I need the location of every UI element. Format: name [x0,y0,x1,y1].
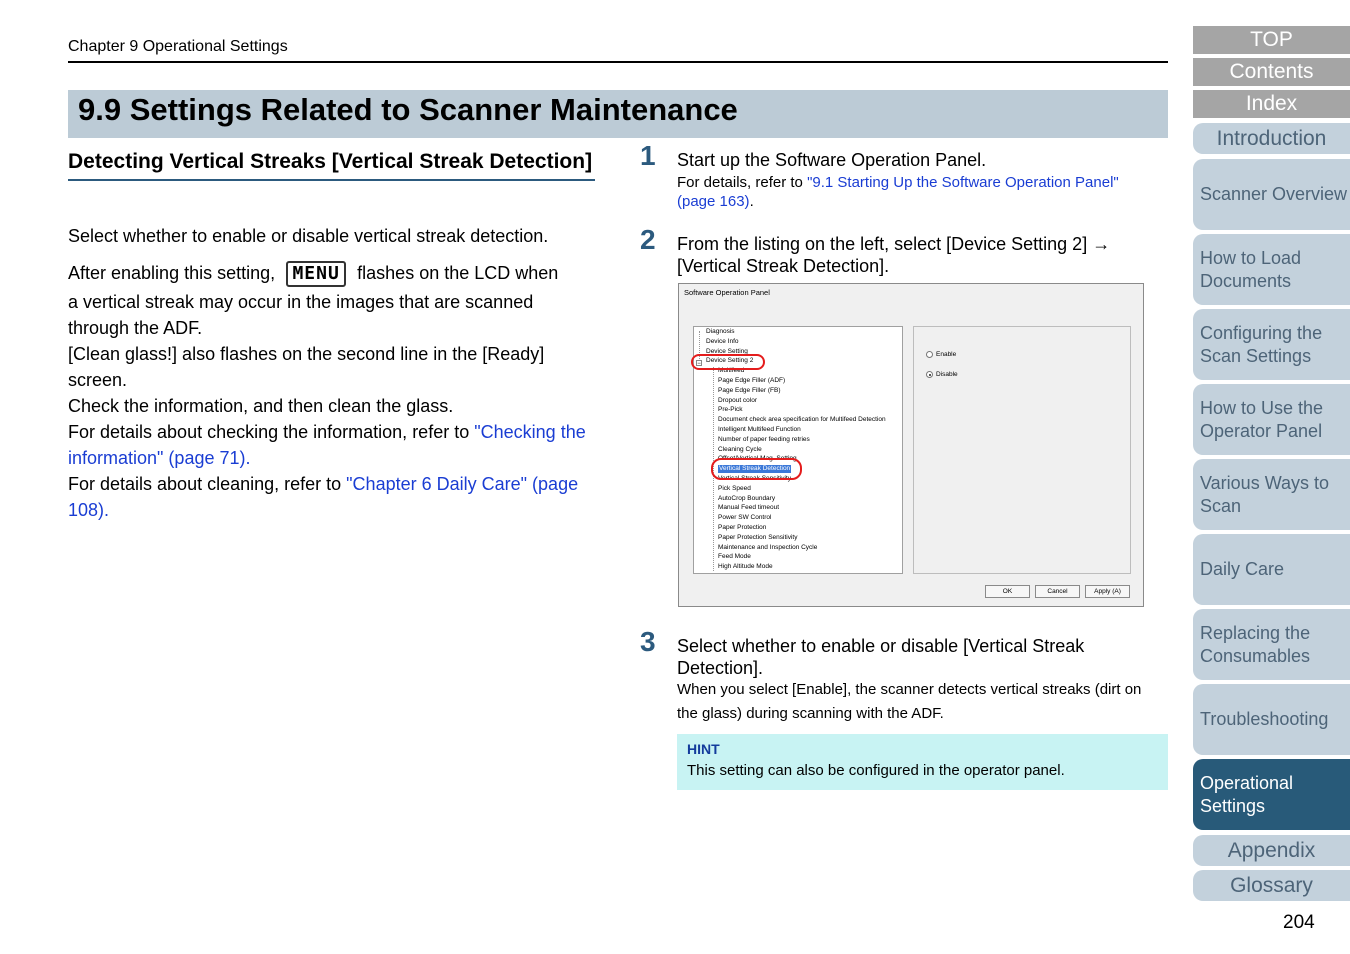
body-line: screen. [68,370,128,390]
tree-item[interactable]: Offset/Vertical Mag. Setting [718,455,797,463]
nav-tab-troubleshooting[interactable]: Troubleshooting [1193,684,1350,755]
hint-label: HINT [687,741,720,757]
tree-item[interactable]: Dropout color [718,396,758,404]
link-text: (page 163) [677,193,750,210]
nav-tab-appendix[interactable]: Appendix [1193,835,1350,866]
nav-tab-how-to-load-documents[interactable]: How to Load Documents [1193,234,1350,305]
highlight-ring-device-setting-2 [691,354,765,370]
ok-button[interactable]: OK [985,585,1030,598]
tree-item[interactable]: Device Setting [706,347,748,355]
tree-item[interactable]: Document check area specification for Multifeed Detection [718,416,886,424]
tree-item[interactable]: Maintenance and Inspection Cycle [718,543,818,551]
menu-lcd-icon: MENU [286,261,346,287]
dialog-title: Software Operation Panel [684,288,770,297]
nav-contents-button[interactable]: Contents [1193,58,1350,86]
nav-tab-scanner-overview[interactable]: Scanner Overview [1193,159,1350,230]
tree-item[interactable]: Power SW Control [718,514,772,522]
step-2-line: [Vertical Streak Detection]. [677,256,890,276]
step-2-line: From the listing on the left, select [Device Setting 2] → [677,234,1111,254]
nav-index-button[interactable]: Index [1193,90,1350,118]
page-number: 204 [1283,912,1315,933]
collapse-icon[interactable]: − [697,361,701,367]
tree-item[interactable]: Vertical Streak Sensitivity [718,475,791,482]
hint-text: This setting can also be configured in the operator panel. [687,762,1065,779]
nav-tab-configuring-scan-settings[interactable]: Configuring the Scan Settings [1193,309,1350,380]
menu-text-after: flashes on the LCD when [357,263,559,283]
software-operation-panel-dialog [678,283,1144,607]
tree-item[interactable]: Pre-Pick [718,406,743,414]
menu-text-before: After enabling this setting, [68,263,276,283]
reference-text: For details about checking the information, refer to [68,422,470,442]
step-3-text: Select whether to enable or disable [Vertical Streak Detection]. [677,636,1085,678]
link-text: (page 108) [68,474,579,520]
section-heading: Detecting Vertical Streaks [Vertical Streak Detection] [68,148,595,181]
title-band [68,90,1168,138]
step-1-detail [677,173,1157,211]
nav-top-button[interactable]: TOP [1193,26,1350,54]
body-line: [Clean glass!] also flashes on the second line in the [Ready] [68,344,545,364]
option-disable[interactable] [926,371,958,378]
step-1-number: 1 [640,140,656,171]
body-line: a vertical streak may occur in the images that are scanned [68,292,534,312]
tree-item[interactable]: Device Setting 2 [706,357,754,365]
highlight-ring-vertical-streak [711,458,802,480]
tree-item[interactable]: Paper Protection [718,524,767,531]
link-text: the information" (page 71) [68,422,586,468]
option-label: Enable [936,351,957,359]
link-text: "9.1 Starting Up the Software Operation Panel" [807,174,1119,191]
menu-paragraph [68,259,598,287]
tree-item[interactable]: Cleaning Cycle [718,445,762,453]
tree-item[interactable]: Page Edge Filler (FB) [718,386,781,394]
nav-tab-replacing-consumables[interactable]: Replacing the Consumables [1193,609,1350,680]
step-2-number: 2 [640,224,656,255]
step-1-detail-period: . [749,193,754,210]
reference-checking [68,419,598,471]
tree-item[interactable]: Device Info [706,337,739,345]
option-label: Disable [936,371,958,379]
body-line: Check the information, and then clean the glass. [68,396,454,416]
tree-item[interactable]: Intelligent Multifeed Function [718,426,801,433]
nav-tab-introduction[interactable]: Introduction [1193,123,1350,154]
tree-item[interactable]: AutoCrop Boundary [718,494,776,502]
tree-item[interactable]: Feed Mode [718,553,751,561]
options-panel [913,326,1131,574]
body-lines [68,289,598,523]
reference-text: For details about cleaning, refer to [68,474,342,494]
step-1-text: Start up the Software Operation Panel. [677,150,987,170]
tree-item[interactable]: Manual Feed timeout [718,504,780,512]
cancel-button[interactable]: Cancel [1035,585,1080,598]
link-text: "Chapter 6 Daily Care" [346,474,528,494]
tree-item[interactable]: High Altitude Mode [718,563,773,571]
tree-item[interactable]: Multifeed [718,367,745,375]
radio-enable[interactable] [926,351,933,358]
tree-item[interactable]: Pick Speed [718,484,751,492]
tree-item[interactable]: Vertical Streak Detection [719,465,791,473]
nav-tab-operational-settings[interactable]: Operational Settings [1193,759,1350,830]
reference-cleaning [68,471,598,523]
chapter-label: Chapter 9 Operational Settings [68,38,288,55]
radio-disable[interactable] [926,371,933,378]
hint-box [677,734,1168,790]
body-line: through the ADF. [68,318,203,338]
link-text: "Checking [474,422,556,442]
tree-item[interactable]: Diagnosis [706,328,735,335]
step-3-number: 3 [640,626,656,657]
tree-item[interactable]: Paper Protection Sensitivity [718,533,798,541]
tree-item[interactable]: Number of paper feeding retries [718,435,810,443]
tree-item[interactable]: Page Edge Filler (ADF) [718,377,786,384]
step-3-detail: When you select [Enable], the scanner detects vertical streaks (dirt on the glass) during scanning with the ADF. [677,681,1142,722]
nav-tab-various-ways-to-scan[interactable]: Various Ways to Scan [1193,459,1350,530]
nav-tab-daily-care[interactable]: Daily Care [1193,534,1350,605]
nav-tab-glossary[interactable]: Glossary [1193,870,1350,901]
option-enable[interactable] [926,351,956,358]
apply-button[interactable]: Apply (A) [1085,585,1130,598]
step-1-detail-text: For details, refer to [677,174,803,191]
page-title: 9.9 Settings Related to Scanner Maintenance [78,92,738,127]
step-2-text [677,233,1157,277]
link-period: . [104,500,110,520]
header-rule [68,61,1168,63]
link-period: . [245,448,251,468]
intro-paragraph: Select whether to enable or disable vertical streak detection. [68,226,549,246]
nav-tab-operator-panel[interactable]: How to Use the Operator Panel [1193,384,1350,455]
